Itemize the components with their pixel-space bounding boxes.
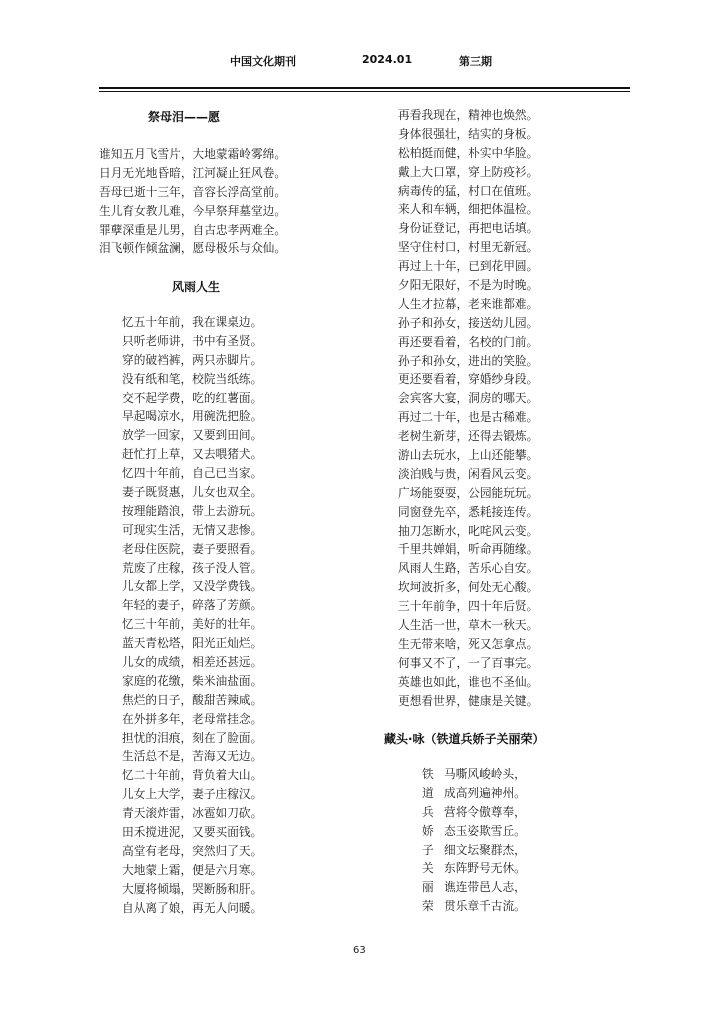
poem-line: 穿的破裆裤，两只赤脚片。 [122, 352, 263, 367]
poem-line: 焦烂的日子，酸甜苦辣咸。 [122, 692, 263, 707]
poem-line: 广场能耍耍，公园能玩玩。 [398, 485, 539, 500]
acrostic-line [422, 784, 526, 803]
poem-line: 生无带来啥，死又怎拿点。 [398, 636, 539, 651]
acrostic-head-char: 关 [422, 861, 434, 876]
acrostic-line-text: 马嘶风峻岭头， [444, 767, 526, 781]
poem-line: 青天滚炸雷，冰雹如刀砍。 [122, 806, 263, 821]
poem-line: 松柏挺而健，朴实中华脸。 [398, 145, 539, 160]
poem-line: 高堂有老母，突然归了天。 [122, 843, 263, 858]
poem-line: 儿女都上学，又没学费钱。 [122, 579, 263, 594]
poem-line: 可现实生活，无情又悲惨。 [122, 522, 263, 537]
poem-line: 家庭的花缴，柴米油盐面。 [122, 673, 263, 688]
acrostic-head-char: 铁 [422, 767, 434, 781]
acrostic-line [422, 765, 526, 784]
poem1-body [99, 145, 286, 258]
poem-line: 谁知五月飞雪片，大地蒙霜岭雾绵。 [99, 147, 287, 161]
poem2-body-left [122, 313, 262, 918]
poem-line: 生儿育女教儿难，今早祭拜墓堂边。 [99, 203, 287, 218]
poem-line: 儿女上大学，妻子庄稼汉。 [122, 787, 263, 802]
poem-line: 田禾搅进泥，又要买面钱。 [122, 825, 263, 840]
poem-line: 儿女的成绩，相差还甚远。 [122, 655, 263, 670]
poem-line: 再还要看着，名校的门前。 [398, 334, 539, 349]
page-number: 63 [353, 945, 366, 956]
acrostic-line-text: 细文坛聚群杰， [444, 842, 526, 857]
poem-line: 放学一回家，又要到田间。 [122, 428, 263, 443]
poem-line: 孙子和孙女，进出的笑脸。 [398, 353, 539, 368]
poem-line: 担忧的泪痕，刻在了脸面。 [122, 730, 263, 745]
poem-line: 何事又不了，一了百事完。 [398, 655, 539, 670]
acrostic-line-text: 贯乐章千古流。 [444, 899, 526, 914]
poem-line: 忆四十年前，自己已当家。 [122, 466, 263, 481]
poem-line: 再过二十年，也是古稀难。 [398, 410, 539, 425]
poem-line: 来人和车辆，细把体温检。 [398, 202, 539, 217]
acrostic-head-char: 子 [422, 842, 434, 857]
acrostic-line-text: 态玉姿欺雪丘。 [444, 823, 526, 838]
poem-line: 游山去玩水，上山还能攀。 [398, 448, 539, 463]
journal-name: 中国文化期刊 [230, 55, 296, 68]
acrostic-line [422, 897, 526, 916]
issue-number: 第三期 [459, 55, 492, 68]
poem-line: 在外拼多年，老母常挂念。 [122, 711, 263, 726]
header-rule-thick [99, 87, 630, 89]
poem-line: 大地蒙上霜，便是六月寒。 [122, 862, 263, 877]
poem-line: 生活总不是，苦海又无边。 [122, 749, 263, 764]
acrostic-line [422, 822, 526, 841]
poem-line: 人生活一世，草木一秋天。 [398, 618, 539, 633]
poem-line: 蓝天青松塔，阳光正灿烂。 [122, 636, 263, 651]
poem-line: 风雨人生路，苦乐心自安。 [398, 561, 539, 576]
poem-line: 身体很强壮，结实的身板。 [398, 126, 539, 141]
acrostic-head-char: 道 [422, 785, 434, 800]
poem2-body-right [398, 106, 538, 711]
poem-line: 人生才拉幕，老来谁都难。 [398, 296, 539, 311]
poem-line: 年轻的妻子，碎落了芳颜。 [122, 598, 263, 613]
acrostic-line [422, 878, 526, 897]
poem-line: 身份证登记，再把电话填。 [398, 221, 539, 236]
poem-line: 交不起学费，吃的红薯面。 [122, 390, 263, 405]
acrostic-line-text: 营将令傲尊奉， [444, 804, 526, 819]
acrostic-head-char: 娇 [422, 823, 434, 838]
poem-line: 泪飞顿作倾盆澜，愿母极乐与众仙。 [99, 241, 287, 256]
acrostic-line-text: 谯连带邑人志， [444, 880, 526, 895]
poem-line: 千里共婵娟，听命再随缘。 [398, 542, 539, 557]
poem-line: 早起喝凉水，用碗洗把脸。 [122, 409, 263, 424]
poem-line: 忆五十年前，我在课桌边。 [122, 315, 263, 329]
poem-line: 更想看世界，健康是关键。 [398, 693, 539, 708]
poem-line: 老树生新芽，还得去锻炼。 [398, 429, 539, 444]
poem1-title: 祭母泪——愿 [148, 110, 221, 124]
poem-line: 没有纸和笔，校院当纸练。 [122, 371, 263, 386]
issue-date: 2024.01 [362, 53, 413, 66]
poem-line: 日月无光地昏暗，江河凝止狂风卷。 [99, 165, 287, 180]
poem-line: 按理能踏浪，带上去游玩。 [122, 503, 263, 518]
poem-line: 淡泊贱与贵，闲看风云变。 [398, 466, 539, 481]
poem-line: 忆二十年前，背负着大山。 [122, 768, 263, 783]
poem-line: 忆三十年前，美好的壮年。 [122, 617, 263, 632]
poem-line: 夕阳无限好，不是为时晚。 [398, 278, 539, 293]
poem-line: 坚守住村口，村里无新冠。 [398, 240, 539, 255]
acrostic-line-text: 东阵野号无休。 [444, 861, 526, 876]
poem-line: 英雄也如此，谁也不圣仙。 [398, 674, 539, 689]
poem3-body [422, 765, 526, 916]
poem-line: 赶忙打上草，又去喂猪犬。 [122, 447, 263, 462]
poem-line: 病毒传的猛，村口在值班。 [398, 183, 539, 198]
acrostic-head-char: 丽 [422, 880, 434, 895]
poem-line: 大厦将倾塌，哭断肠和肝。 [122, 881, 263, 896]
poem2-title: 风雨人生 [172, 280, 221, 294]
poem-line: 抽刀怎断水，叱咤风云变。 [398, 523, 539, 538]
poem-line: 戴上大口罩，穿上防疫衫。 [398, 164, 539, 179]
poem-line: 自从离了娘，再无人问暖。 [122, 900, 263, 915]
poem-line: 三十年前争，四十年后贤。 [398, 599, 539, 614]
poem-line: 会宾客大宴，洞房的哪天。 [398, 391, 539, 406]
poem-line: 同窗登先卒，悉耗接连传。 [398, 504, 539, 519]
poem-line: 坎坷波折多，何处无心酸。 [398, 580, 539, 595]
poem-line: 吾母已逝十三年，音容长浮高堂前。 [99, 184, 287, 199]
acrostic-line-text: 成高列遍神州。 [444, 785, 526, 800]
header-rule-thin [99, 91, 630, 92]
acrostic-head-char: 荣 [422, 899, 434, 914]
poem-line: 再过上十年，已到花甲圆。 [398, 259, 539, 274]
poem-line: 更还要看着，穿婚纱身段。 [398, 372, 539, 387]
poem3-title: 藏头·咏（铁道兵娇子关丽荣） [384, 732, 545, 746]
acrostic-line [422, 841, 526, 860]
acrostic-line [422, 859, 526, 878]
poem-line: 再看我现在，精神也焕然。 [398, 108, 539, 122]
poem-line: 只听老师讲，书中有圣贤。 [122, 333, 263, 348]
poem-line: 妻子既贤惠，儿女也双全。 [122, 485, 263, 500]
acrostic-head-char: 兵 [422, 804, 434, 819]
acrostic-line [422, 803, 526, 822]
poem-line: 罪孽深重是儿男，自古忠孝两难全。 [99, 222, 287, 237]
poem-line: 孙子和孙女，接送幼儿园。 [398, 315, 539, 330]
poem-line: 老母住医院，妻子要照看。 [122, 541, 263, 556]
poem-line: 荒废了庄稼，孩子没人管。 [122, 560, 263, 575]
